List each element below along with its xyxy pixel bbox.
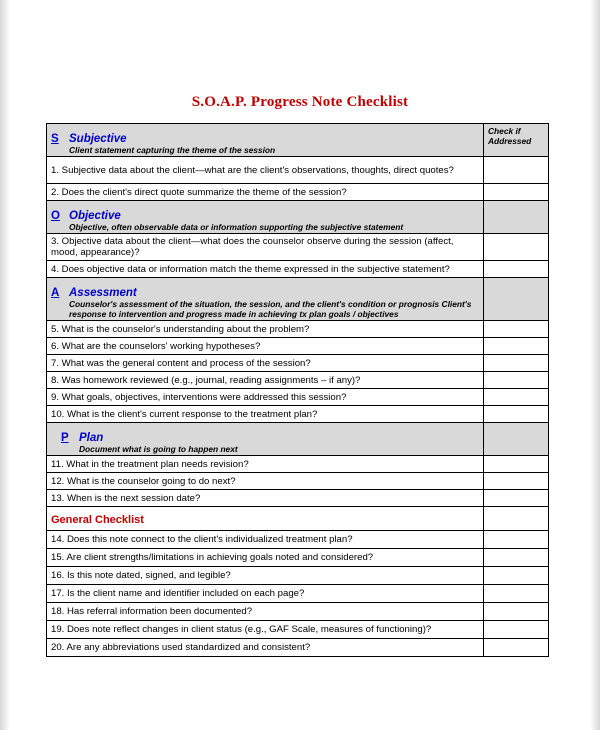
check-box-cell[interactable] <box>484 406 549 423</box>
check-box-cell[interactable] <box>484 603 549 621</box>
check-box-cell[interactable] <box>484 585 549 603</box>
checklist-question: 10. What is the client's current response to the treatment plan? <box>47 406 484 423</box>
checklist-row <box>47 406 549 423</box>
section-description: Counselor's assessment of the situation, the session, and the client's condition or prognosis Client's response to intervention and progress made in achieving tx plan goals / objectives <box>69 299 472 319</box>
checklist-question: 15. Are client strengths/limitations in achieving goals noted and considered? <box>47 549 484 567</box>
check-box-cell[interactable] <box>484 549 549 567</box>
checklist-question: 20. Are any abbreviations used standardized and consistent? <box>47 639 484 657</box>
check-header-blank <box>484 423 549 456</box>
checklist-row <box>47 585 549 603</box>
checklist-row <box>47 473 549 490</box>
check-box-cell[interactable] <box>484 389 549 406</box>
check-box-cell[interactable] <box>484 531 549 549</box>
check-box-cell[interactable] <box>484 321 549 338</box>
check-box-cell[interactable] <box>484 261 549 278</box>
checklist-row <box>47 389 549 406</box>
check-column-header: Check if Addressed <box>484 124 549 157</box>
checklist-row <box>47 490 549 507</box>
checklist-question: 17. Is the client name and identifier included on each page? <box>47 585 484 603</box>
checklist-row <box>47 639 549 657</box>
check-header-blank <box>484 201 549 234</box>
check-box-cell[interactable] <box>484 456 549 473</box>
check-header-blank <box>484 507 549 531</box>
check-box-cell[interactable] <box>484 621 549 639</box>
checklist-question: 19. Does note reflect changes in client status (e.g., GAF Scale, measures of functioning)? <box>47 621 484 639</box>
section-name: Objective <box>69 210 121 222</box>
checklist-row <box>47 157 549 184</box>
checklist-question: 9. What goals, objectives, interventions were addressed this session? <box>47 389 484 406</box>
checklist-question: 5. What is the counselor's understanding about the problem? <box>47 321 484 338</box>
check-box-cell[interactable] <box>484 234 549 261</box>
checklist-question: 7. What was the general content and process of the session? <box>47 355 484 372</box>
checklist-question: 14. Does this note connect to the client's individualized treatment plan? <box>47 531 484 549</box>
checklist-row <box>47 372 549 389</box>
general-checklist-title: General Checklist <box>51 514 144 526</box>
section-objective <box>47 201 549 234</box>
document-page <box>10 0 590 730</box>
section-description: Client statement capturing the theme of the session <box>69 145 276 155</box>
checklist-row <box>47 338 549 355</box>
checklist-row <box>47 621 549 639</box>
check-box-cell[interactable] <box>484 490 549 507</box>
check-box-cell[interactable] <box>484 639 549 657</box>
checklist-table <box>46 123 549 657</box>
checklist-question: 18. Has referral information been documented? <box>47 603 484 621</box>
check-box-cell[interactable] <box>484 157 549 184</box>
section-name: Plan <box>79 432 104 444</box>
check-box-cell[interactable] <box>484 184 549 201</box>
checklist-row <box>47 603 549 621</box>
check-box-cell[interactable] <box>484 473 549 490</box>
checklist-question: 1. Subjective data about the client—what are the client's observations, thoughts, direct quotes? <box>47 157 484 184</box>
section-letter: A <box>51 287 60 299</box>
document-title: S.O.A.P. Progress Note Checklist <box>191 94 409 110</box>
checklist-question: 3. Objective data about the client—what does the counselor observe during the session (affect, mood, appearance)? <box>47 234 484 261</box>
check-box-cell[interactable] <box>484 567 549 585</box>
checklist-question: 12. What is the counselor going to do next? <box>47 473 484 490</box>
checklist-row <box>47 261 549 278</box>
section-assessment <box>47 278 549 321</box>
checklist-question: 16. Is this note dated, signed, and legible? <box>47 567 484 585</box>
section-description: Objective, often observable data or information supporting the subjective statement <box>69 222 404 232</box>
checklist-question: 13. When is the next session date? <box>47 490 484 507</box>
checklist-row <box>47 531 549 549</box>
checklist-question: 8. Was homework reviewed (e.g., journal, reading assignments – if any)? <box>47 372 484 389</box>
section-plan <box>47 423 549 456</box>
check-header-blank <box>484 278 549 321</box>
check-box-cell[interactable] <box>484 372 549 389</box>
checklist-question: 4. Does objective data or information match the theme expressed in the subjective statement? <box>47 261 484 278</box>
checklist-row <box>47 184 549 201</box>
checklist-row <box>47 549 549 567</box>
checklist-row <box>47 567 549 585</box>
section-description: Document what is going to happen next <box>79 444 238 454</box>
checklist-row <box>47 456 549 473</box>
section-letter: O <box>51 210 60 222</box>
section-name: Assessment <box>69 287 137 299</box>
section-name: Subjective <box>69 133 127 145</box>
section-subjective <box>47 124 549 157</box>
checklist-row <box>47 355 549 372</box>
checklist-question: 2. Does the client's direct quote summarize the theme of the session? <box>47 184 484 201</box>
section-letter: P <box>61 432 69 444</box>
section-letter: S <box>51 133 59 145</box>
general-checklist-header <box>47 507 549 531</box>
checklist-question: 11. What in the treatment plan needs revision? <box>47 456 484 473</box>
check-box-cell[interactable] <box>484 355 549 372</box>
checklist-row <box>47 321 549 338</box>
check-box-cell[interactable] <box>484 338 549 355</box>
checklist-row <box>47 234 549 261</box>
checklist-question: 6. What are the counselors' working hypotheses? <box>47 338 484 355</box>
